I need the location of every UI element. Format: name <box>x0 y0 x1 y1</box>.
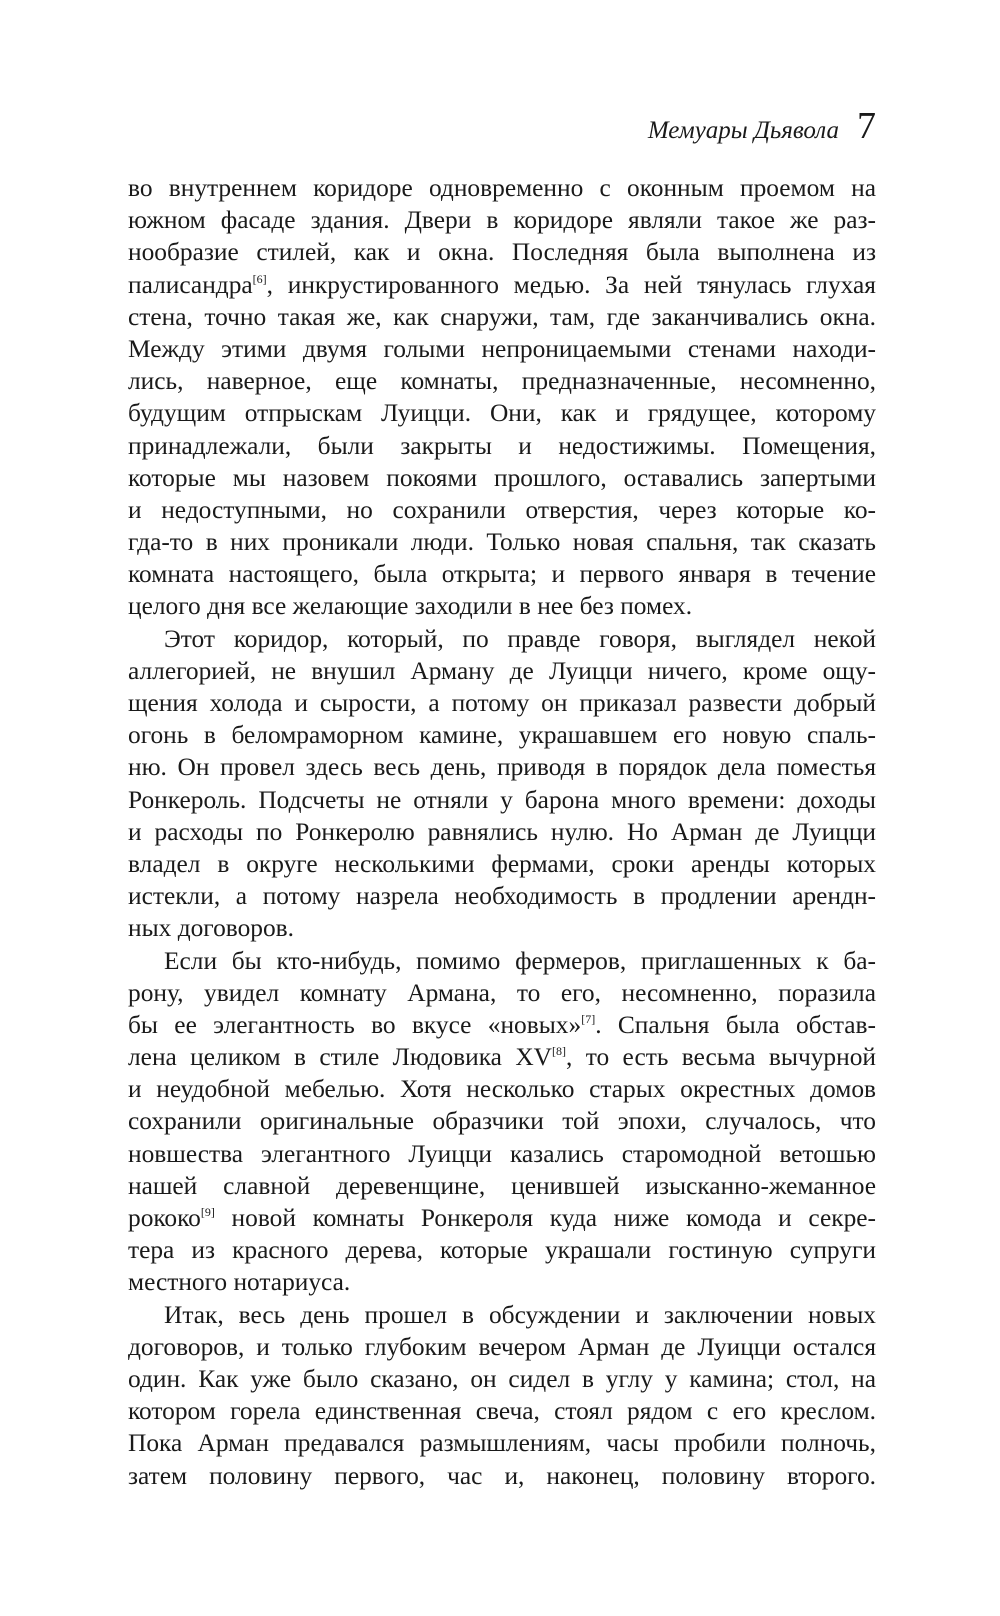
text-line <box>128 1234 876 1266</box>
text-line <box>128 1395 876 1427</box>
line-text: истекли, а потому назрела необходимость в продлении арендн- <box>128 882 876 911</box>
line-text: ных договоров. <box>128 914 295 943</box>
footnote-marker[interactable]: [7] <box>581 1011 596 1026</box>
text-line <box>128 977 876 1009</box>
text-line <box>128 1170 876 1202</box>
line-text: один. Как уже было сказано, он сидел в углу у камина; стол, на <box>128 1364 876 1393</box>
text-line <box>128 172 876 204</box>
line-text-continued: новой комнаты Ронкероля куда ниже комода и секре- <box>214 1204 876 1232</box>
text-line <box>128 1299 876 1331</box>
line-text: принадлежали, были закрыты и недостижимы. Помещения, <box>128 431 876 460</box>
line-text: стена, точно такая же, как снаружи, там, где заканчивались окна. <box>128 302 876 331</box>
text-line <box>128 1009 876 1041</box>
line-text: бы ее элегантность во вкусе «новых» <box>128 1010 582 1039</box>
line-text: рококо <box>128 1204 201 1232</box>
text-line <box>128 204 876 236</box>
text-line <box>128 558 876 590</box>
paragraph <box>128 623 876 945</box>
text-line <box>128 1202 876 1234</box>
text-line <box>128 1427 876 1459</box>
line-text: во внутреннем коридоре одновременно с оконным проемом на <box>128 174 876 202</box>
text-line <box>128 623 876 655</box>
text-line <box>128 1331 876 1363</box>
line-text: нообразие стилей, как и окна. Последняя была выполнена из <box>128 238 876 267</box>
text-line <box>128 816 876 848</box>
line-text: договоров, и только глубоким вечером Арман де Луицци остался <box>128 1332 876 1361</box>
line-text: и расходы по Ронкеролю равнялись нулю. Но Арман де Луицци <box>128 817 876 846</box>
line-text: Ронкероль. Подсчеты не отняли у барона много времени: доходы <box>128 785 876 814</box>
paragraph <box>128 1299 876 1492</box>
body-text <box>128 172 876 1492</box>
line-text: новшества элегантного Луицци казались старомодной ветошью <box>128 1139 876 1168</box>
line-text: местного нотариуса. <box>128 1268 351 1297</box>
line-text: рону, увидел комнату Армана, то его, несомненно, поразила <box>128 978 876 1007</box>
line-text: нашей славной деревенщине, ценившей изысканно-жеманное <box>128 1171 876 1200</box>
text-line <box>128 333 876 365</box>
text-line <box>128 687 876 719</box>
text-line <box>128 301 876 333</box>
line-text: затем половину первого, час и, наконец, половину второго. <box>128 1461 876 1490</box>
line-text: целого дня все желающие заходили в нее без помех. <box>128 592 693 621</box>
text-line <box>128 526 876 558</box>
line-text: южном фасаде здания. Двери в коридоре являли такое же раз- <box>128 206 876 235</box>
text-line <box>128 719 876 751</box>
footnote-marker[interactable]: [6] <box>252 271 267 286</box>
footnote-marker[interactable]: [8] <box>552 1044 566 1059</box>
text-line <box>128 1105 876 1137</box>
text-line <box>128 912 876 944</box>
line-text: лись, наверное, еще комнаты, предназначенные, несомненно, <box>128 367 876 396</box>
line-text: Итак, весь день прошел в обсуждении и заключении новых <box>164 1300 876 1329</box>
line-text: и неудобной мебелью. Хотя несколько старых окрестных домов <box>128 1075 876 1104</box>
text-line <box>128 945 876 977</box>
text-line <box>128 880 876 912</box>
line-text-continued: . Спальня была обстав- <box>595 1010 876 1039</box>
text-line <box>128 784 876 816</box>
running-title: Мемуары Дьявола <box>647 117 839 144</box>
line-text-continued: , то есть весьма вычурной <box>566 1043 876 1072</box>
text-line <box>128 655 876 687</box>
line-text: котором горела единственная свеча, стоял рядом с его креслом. <box>128 1397 876 1426</box>
footnote-marker[interactable]: [9] <box>200 1205 215 1219</box>
line-text-continued: , инкрустированного медью. За ней тянулась глухая <box>266 270 876 299</box>
text-line <box>128 1363 876 1395</box>
text-line <box>128 462 876 494</box>
text-line <box>128 236 876 268</box>
text-line <box>128 1073 876 1105</box>
text-line <box>128 397 876 429</box>
text-line <box>128 365 876 397</box>
text-line <box>128 494 876 526</box>
text-line <box>128 269 876 301</box>
paragraph <box>128 172 876 623</box>
line-text: огонь в беломраморном камине, украшавшем его новую спаль- <box>128 721 876 750</box>
text-line <box>128 1266 876 1298</box>
line-text: аллегорией, не внушил Арману де Луицци ничего, кроме ощу- <box>128 656 876 685</box>
page-number: 7 <box>857 105 876 147</box>
text-line <box>128 1041 876 1073</box>
text-line <box>128 430 876 462</box>
text-line <box>128 590 876 622</box>
line-text: палисандра <box>128 270 253 299</box>
line-text: Этот коридор, который, по правде говоря, выглядел некой <box>164 624 876 653</box>
line-text: тера из красного дерева, которые украшали гостиную супруги <box>128 1236 876 1265</box>
text-line <box>128 1138 876 1170</box>
line-text: Между этими двумя голыми непроницаемыми стенами находи- <box>128 334 876 363</box>
line-text: Если бы кто-нибудь, помимо фермеров, приглашенных к ба- <box>164 946 876 975</box>
text-line <box>128 848 876 880</box>
line-text: ню. Он провел здесь весь день, приводя в порядок дела поместья <box>128 753 876 782</box>
line-text: будущим отпрыскам Луицци. Они, как и грядущее, которому <box>128 399 876 428</box>
line-text: Пока Арман предавался размышлениям, часы пробили полночь, <box>128 1429 876 1458</box>
running-header <box>648 104 876 148</box>
text-line <box>128 751 876 783</box>
line-text: лена целиком в стиле Людовика XV <box>128 1043 552 1072</box>
line-text: щения холода и сырости, а потому он приказал развести добрый <box>128 689 876 717</box>
line-text: гда-то в них проникали люди. Только новая спальня, так сказать <box>128 528 876 557</box>
text-line <box>128 1460 876 1492</box>
line-text: сохранили оригинальные образчики той эпохи, случалось, что <box>128 1107 876 1136</box>
line-text: комната настоящего, была открыта; и первого января в течение <box>128 560 876 589</box>
line-text: и недоступными, но сохранили отверстия, через которые ко- <box>128 495 876 524</box>
paragraph <box>128 945 876 1299</box>
line-text: которые мы назовем покоями прошлого, оставались запертыми <box>128 463 876 492</box>
line-text: владел в округе несколькими фермами, сроки аренды которых <box>128 849 876 878</box>
